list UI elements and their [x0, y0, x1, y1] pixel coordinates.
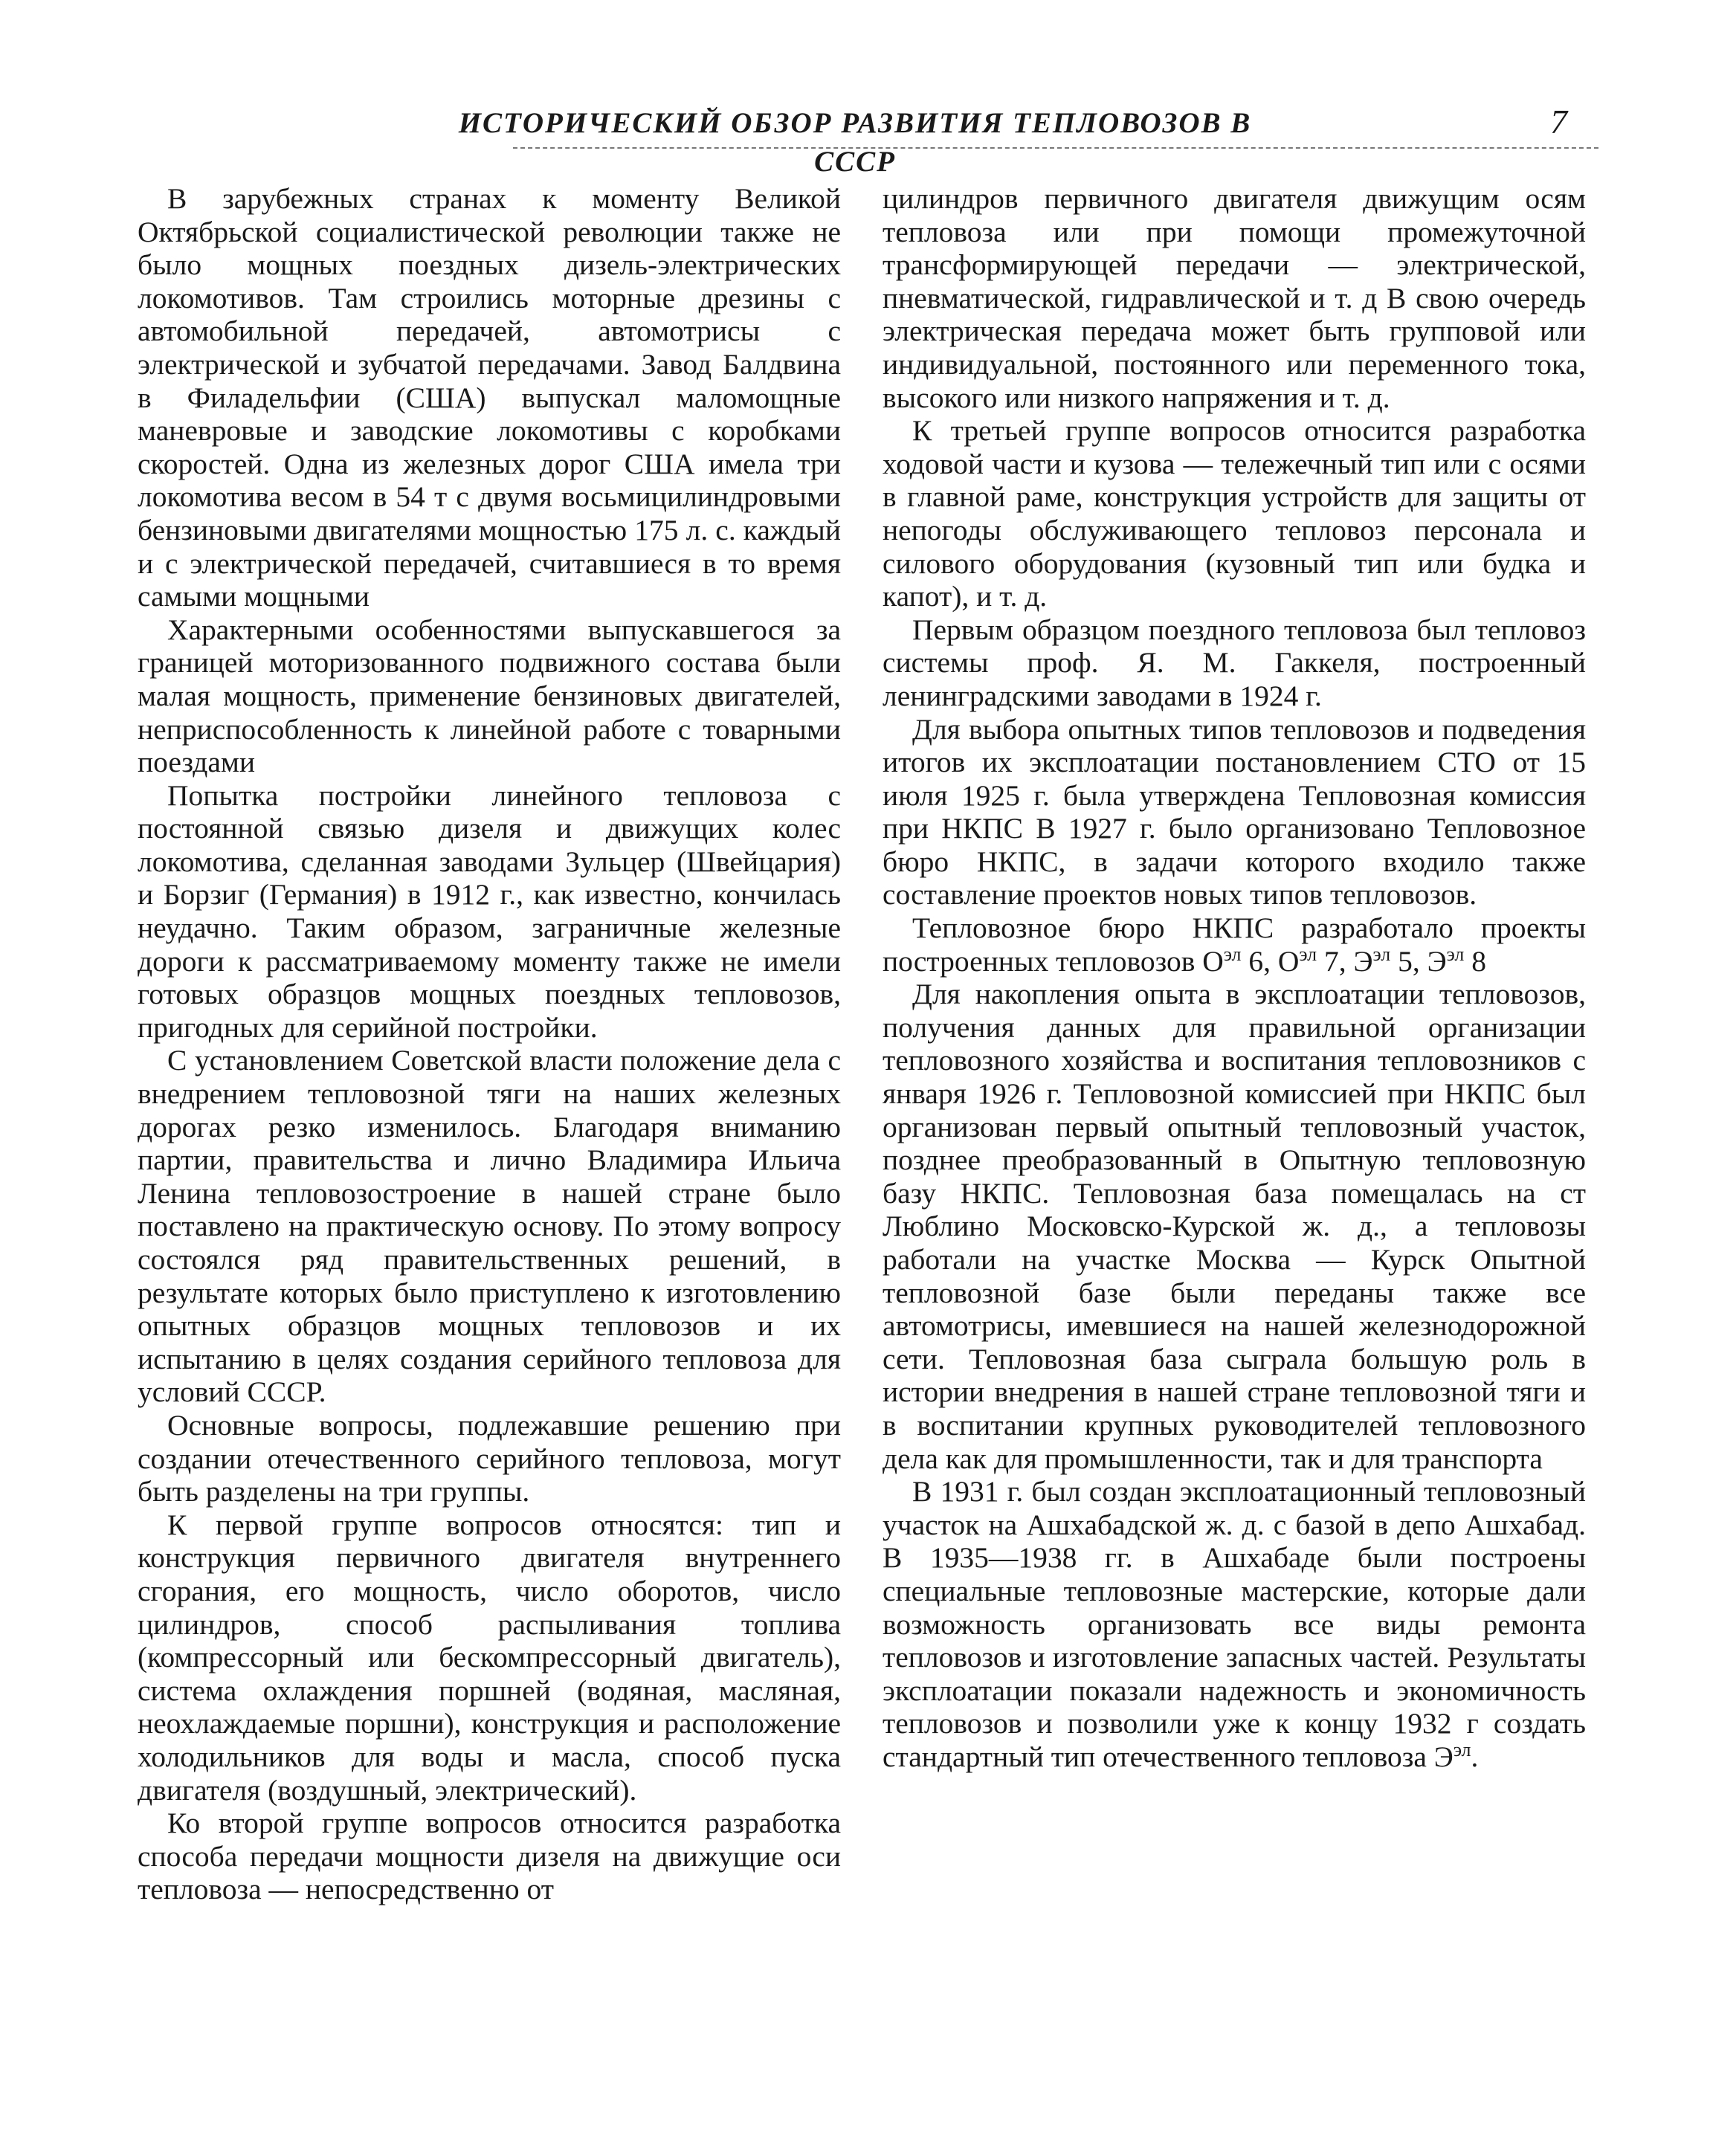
- paragraph: С установлением Советской власти положение дела с внедрением тепловозной тяги на наших железных дорогах резко изменилось. Благодаря вниманию партии, правительства и лично Владимира Ильича Ленина тепловозостроение в нашей стране было поставлено на практическую основу. По этому вопросу состоялся ряд правительственных решений, в результате которых было приступлено к изготовлению опытных образцов мощных тепловозов и их испытанию в целях создания серийного тепловоза для условий СССР.: [138, 1044, 841, 1409]
- paragraph: В 1931 г. был создан эксплоатационный тепловозный участок на Ашхабадской ж. д. с базой в депо Ашхабад. В 1935—1938 гг. в Ашхабаде были построены специальные тепловозные мастерские, которые дали возможность организовать все виды ремонта тепловозов и изготовление запасных частей. Результаты эксплоатации показали надежность и экономичность тепловозов и позволили уже к концу 1932 г создать стандартный тип отечественного тепловоза $Э^{эл}$.: [883, 1475, 1586, 1773]
- paragraph: Ко второй группе вопросов относится разработка способа передачи мощности дизеля на движущие оси тепловоза — непосредственно от: [138, 1807, 841, 1906]
- page-number: 7: [1550, 103, 1567, 141]
- right-column: [883, 182, 1586, 1774]
- paragraph: Попытка постройки линейного тепловоза с постоянной связью дизеля и движущих колес локомотива, сделанная заводами Зульцер (Швейцария) и Борзиг (Германия) в 1912 г., как известно, кончилась неудачно. Таким образом, заграничные железные дороги к рассматриваемому моменту также не имели готовых образцов мощных поездных тепловозов, пригодных для серийной постройки.: [138, 778, 841, 1044]
- loco-designation: $Э^{эл}$ 8: [1427, 943, 1486, 978]
- paragraph: К третьей группе вопросов относится разработка ходовой части и кузова — тележечный тип или с осями в главной раме, конструкция устройств для защиты от непогоды обслуживающего тепловоз персонала и силового оборудования (кузовный тип или будка и капот), и т. д.: [883, 414, 1586, 613]
- loco-designation: $Э^{эл}$ 5: [1353, 943, 1413, 978]
- loco-designation: $О^{эл}$ 6: [1202, 943, 1264, 978]
- paragraph: Первым образцом поездного тепловоза был тепловоз системы проф. Я. М. Гаккеля, построенный ленинградскими заводами в 1924 г.: [883, 613, 1586, 712]
- paragraph-text: Тепловозное бюро НКПС разработало проекты построенных тепловозов: [883, 911, 1586, 978]
- running-head: ИСТОРИЧЕСКИЙ ОБЗОР РАЗВИТИЯ ТЕПЛОВОЗОВ В СССР: [458, 107, 1252, 178]
- paragraph-text: В 1931 г. был создан эксплоатационный тепловозный участок на Ашхабадской ж. д. с базой в депо Ашхабад. В 1935—1938 гг. в Ашхабаде были построены специальные тепловозные мастерские, которые дали возможность организовать все виды ремонта тепловозов и изготовление запасных частей. Результаты эксплоатации показали надежность и экономичность тепловозов и позволили уже к концу 1932 г создать стандартный тип отечественного тепловоза: [883, 1475, 1586, 1773]
- paragraph: К первой группе вопросов относятся: тип и конструкция первичного двигателя внутреннего сгорания, его мощность, число оборотов, число цилиндров, способ распыливания топлива (компрессорный или бескомпрессорный двигатель), система охлаждения поршней (водяная, масляная, неохлаждаемые поршни), конструкция и расположение холодильников для воды и масла, способ пуска двигателя (воздушный, электрический).: [138, 1508, 841, 1807]
- paragraph: Характерными особенностями выпускавшегося за границей моторизованного подвижного состава были малая мощность, применение бензиновых двигателей, неприспособленность к линейной работе с товарными поездами: [138, 613, 841, 779]
- paragraph: В зарубежных странах к моменту Великой Октябрьской социалистической революции также не было мощных поездных дизель-электрических локомотивов. Там строились моторные дрезины с автомобильной передачей, автомотрисы с электрической и зубчатой передачами. Завод Балдвина в Филадельфии (США) выпускал маломощные маневровые и заводские локомотивы с коробками скоростей. Одна из железных дорог США имела три локомотива весом в 54 т с двумя восьмицилиндровыми бензиновыми двигателями мощностью 175 л. с. каждый и с электрической передачей, считавшиеся в то время самыми мощными: [138, 182, 841, 613]
- paragraph: Для накопления опыта в эксплоатации тепловозов, получения данных для правильной организации тепловозного хозяйства и воспитания тепловозников с января 1926 г. Тепловозной комиссией при НКПС был организован первый опытный тепловозный участок, позднее преобразованный в Опытную тепловозную базу НКПС. Тепловозная база помещалась на ст Люблино Московско-Курской ж. д., а тепловозы работали на участке Москва — Курск Опытной тепловозной базе были переданы также все автомотрисы, имевшиеся на нашей железнодорожной сети. Тепловозная база сыграла большую роль в истории внедрения в нашей стране тепловозной тяги и в воспитании крупных руководителей тепловозного дела как для промышленности, так и для транспорта: [883, 978, 1586, 1475]
- paragraph: Тепловозное бюро НКПС разработало проекты построенных тепловозов $О^{эл}$ 6, $О^{эл}$ 7, $Э^{эл}$ 5, $Э^{эл}$ 8: [883, 911, 1586, 978]
- loco-designation: $Э^{эл}$: [1433, 1738, 1471, 1773]
- paragraph: Для выбора опытных типов тепловозов и подведения итогов их эксплоатации постановлением СТО от 15 июля 1925 г. была утверждена Тепловозная комиссия при НКПС В 1927 г. было организовано Тепловозное бюро НКПС, в задачи которого входило также составление проектов новых типов тепловозов.: [883, 712, 1586, 911]
- header-rule: [513, 147, 1598, 149]
- paragraph: Основные вопросы, подлежавшие решению при создании отечественного серийного тепловоза, могут быть разделены на три группы.: [138, 1408, 841, 1508]
- left-column: [138, 182, 841, 1906]
- paragraph: цилиндров первичного двигателя движущим осям тепловоза или при помощи промежуточной трансформирующей передачи — электрической, пневматической, гидравлической и т. д В свою очередь электрическая передача может быть групповой или индивидуальной, постоянного или переменного тока, высокого или низкого напряжения и т. д.: [883, 182, 1586, 414]
- loco-designation: $О^{эл}$ 7: [1277, 943, 1339, 978]
